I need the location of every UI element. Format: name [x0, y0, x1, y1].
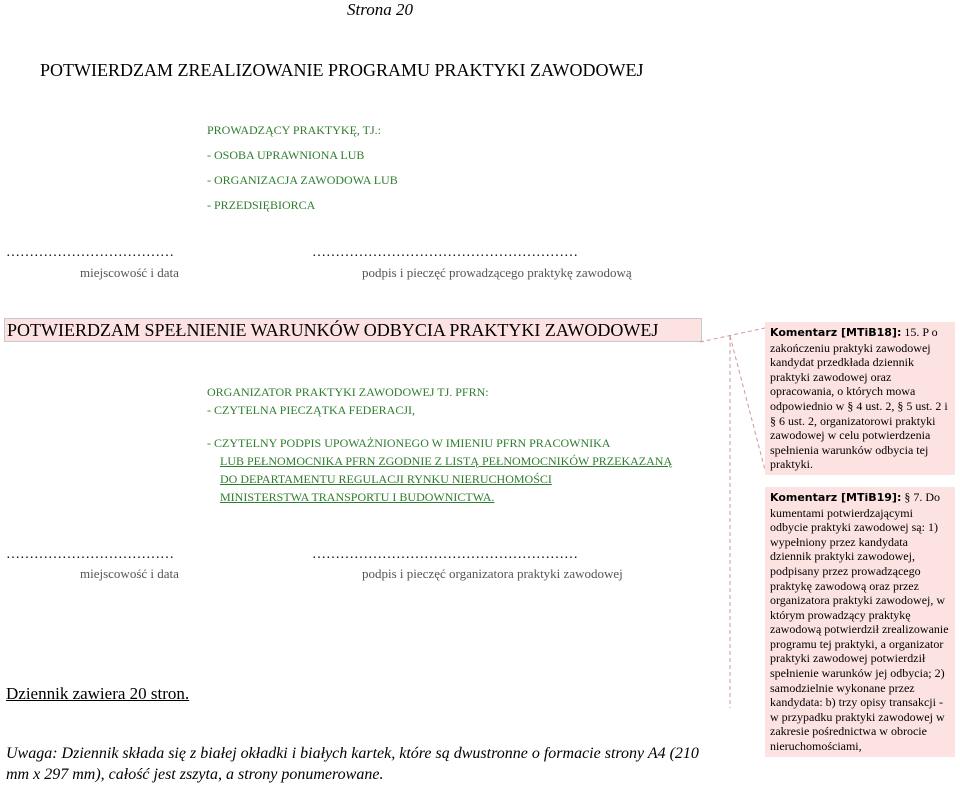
note-paragraph: Uwaga: Dziennik składa się z białej okładki i białych kartek, które są dwustronne o formacie strony A4 (210 mm x 297 mm), całość jest zszyta, a strony ponumerowane. [6, 745, 699, 783]
comment-connector [700, 318, 770, 718]
signature-dots-left: ……………………………… [6, 245, 174, 260]
comments-pane [765, 322, 955, 757]
place-date-caption: miejscowość i data [80, 265, 179, 280]
conductor-item-3: - PRZEDSIĘBIORCA [207, 198, 316, 212]
comment-label: Komentarz [MTiB19]: [770, 490, 902, 504]
signature-dots-left-2: ……………………………… [6, 547, 174, 562]
organizer-signature-caption: podpis i pieczęć organizatora praktyki zawodowej [362, 566, 623, 581]
signature-dots-right-2: ………………………………………………… [312, 547, 578, 562]
comment-label: Komentarz [MTiB18]: [770, 326, 902, 339]
place-date-caption-2: miejscowość i data [80, 566, 179, 581]
organizer-line-3: LUB PEŁNOMOCNIKA PFRN ZGODNIE Z LISTĄ PEŁNOMOCNIKÓW PRZEKAZANĄ [220, 454, 673, 468]
organizer-line-2: - CZYTELNY PODPIS UPOWAŻNIONEGO W IMIENIU PFRN PRACOWNIKA [207, 436, 611, 450]
conductor-signature-caption: podpis i pieczęć prowadzącego praktykę zawodową [362, 265, 632, 280]
confirm-conditions-title: POTWIERDZAM SPEŁNIENIE WARUNKÓW ODBYCIA PRAKTYKI ZAWODOWEJ [4, 318, 702, 342]
diary-pages-count: Dziennik zawiera 20 stron. [6, 684, 190, 703]
comment-mtib19[interactable] [765, 487, 955, 757]
confirm-program-title: POTWIERDZAM ZREALIZOWANIE PROGRAMU PRAKTYKI ZAWODOWEJ [40, 60, 644, 80]
organizer-line-1: - CZYTELNA PIECZĄTKA FEDERACJI, [207, 403, 415, 417]
conductor-item-2: - ORGANIZACJA ZAWODOWA LUB [207, 173, 398, 187]
page-number: Strona 20 [347, 0, 413, 19]
comment-text: 15. P o zakończeniu praktyki zawodowej kandydat przedkłada dziennik praktyki zawodowej oraz opracowania, o których mowa odpowiednio w § 4 ust. 2, § 5 ust. 2 i § 6 ust. 2, organizatorowi praktyki zawodowej w celu potwierdzenia spełnienia warunków odbycia tej praktyki. [770, 325, 948, 472]
signature-dots-right: ………………………………………………… [312, 245, 578, 260]
conductor-item-1: - OSOBA UPRAWNIONA LUB [207, 148, 365, 162]
comment-text: § 7. Do kumentami potwierdzającymi odbycie praktyki zawodowej są: 1) wypełniony przez kandydata dziennik praktyki zawodowej, podpisany przez prowadzącego praktykę zawodową oraz przez organizatora praktyki zawodowej, w którym prowadzący praktykę zawodową potwierdził zrealizowanie programu tej praktyki, a organizator praktyki zawodowej potwierdził spełnienie warunków jej odbycia; 2) samodzielnie wykonane przez kandydata: b) trzy opisy transakcji - w przypadku praktyki zawodowej w zakresie pośrednictwa w obrocie nieruchomościami, [770, 489, 949, 754]
comment-mtib18[interactable] [765, 322, 955, 475]
conductor-heading: PROWADZĄCY PRAKTYKĘ, TJ.: [207, 123, 382, 137]
organizer-heading: ORGANIZATOR PRAKTYKI ZAWODOWEJ TJ. PFRN: [207, 385, 489, 399]
organizer-line-4: DO DEPARTAMENTU REGULACJI RYNKU NIERUCHOMOŚCI [220, 472, 552, 486]
organizer-line-5: MINISTERSTWA TRANSPORTU I BUDOWNICTWA. [220, 490, 495, 504]
